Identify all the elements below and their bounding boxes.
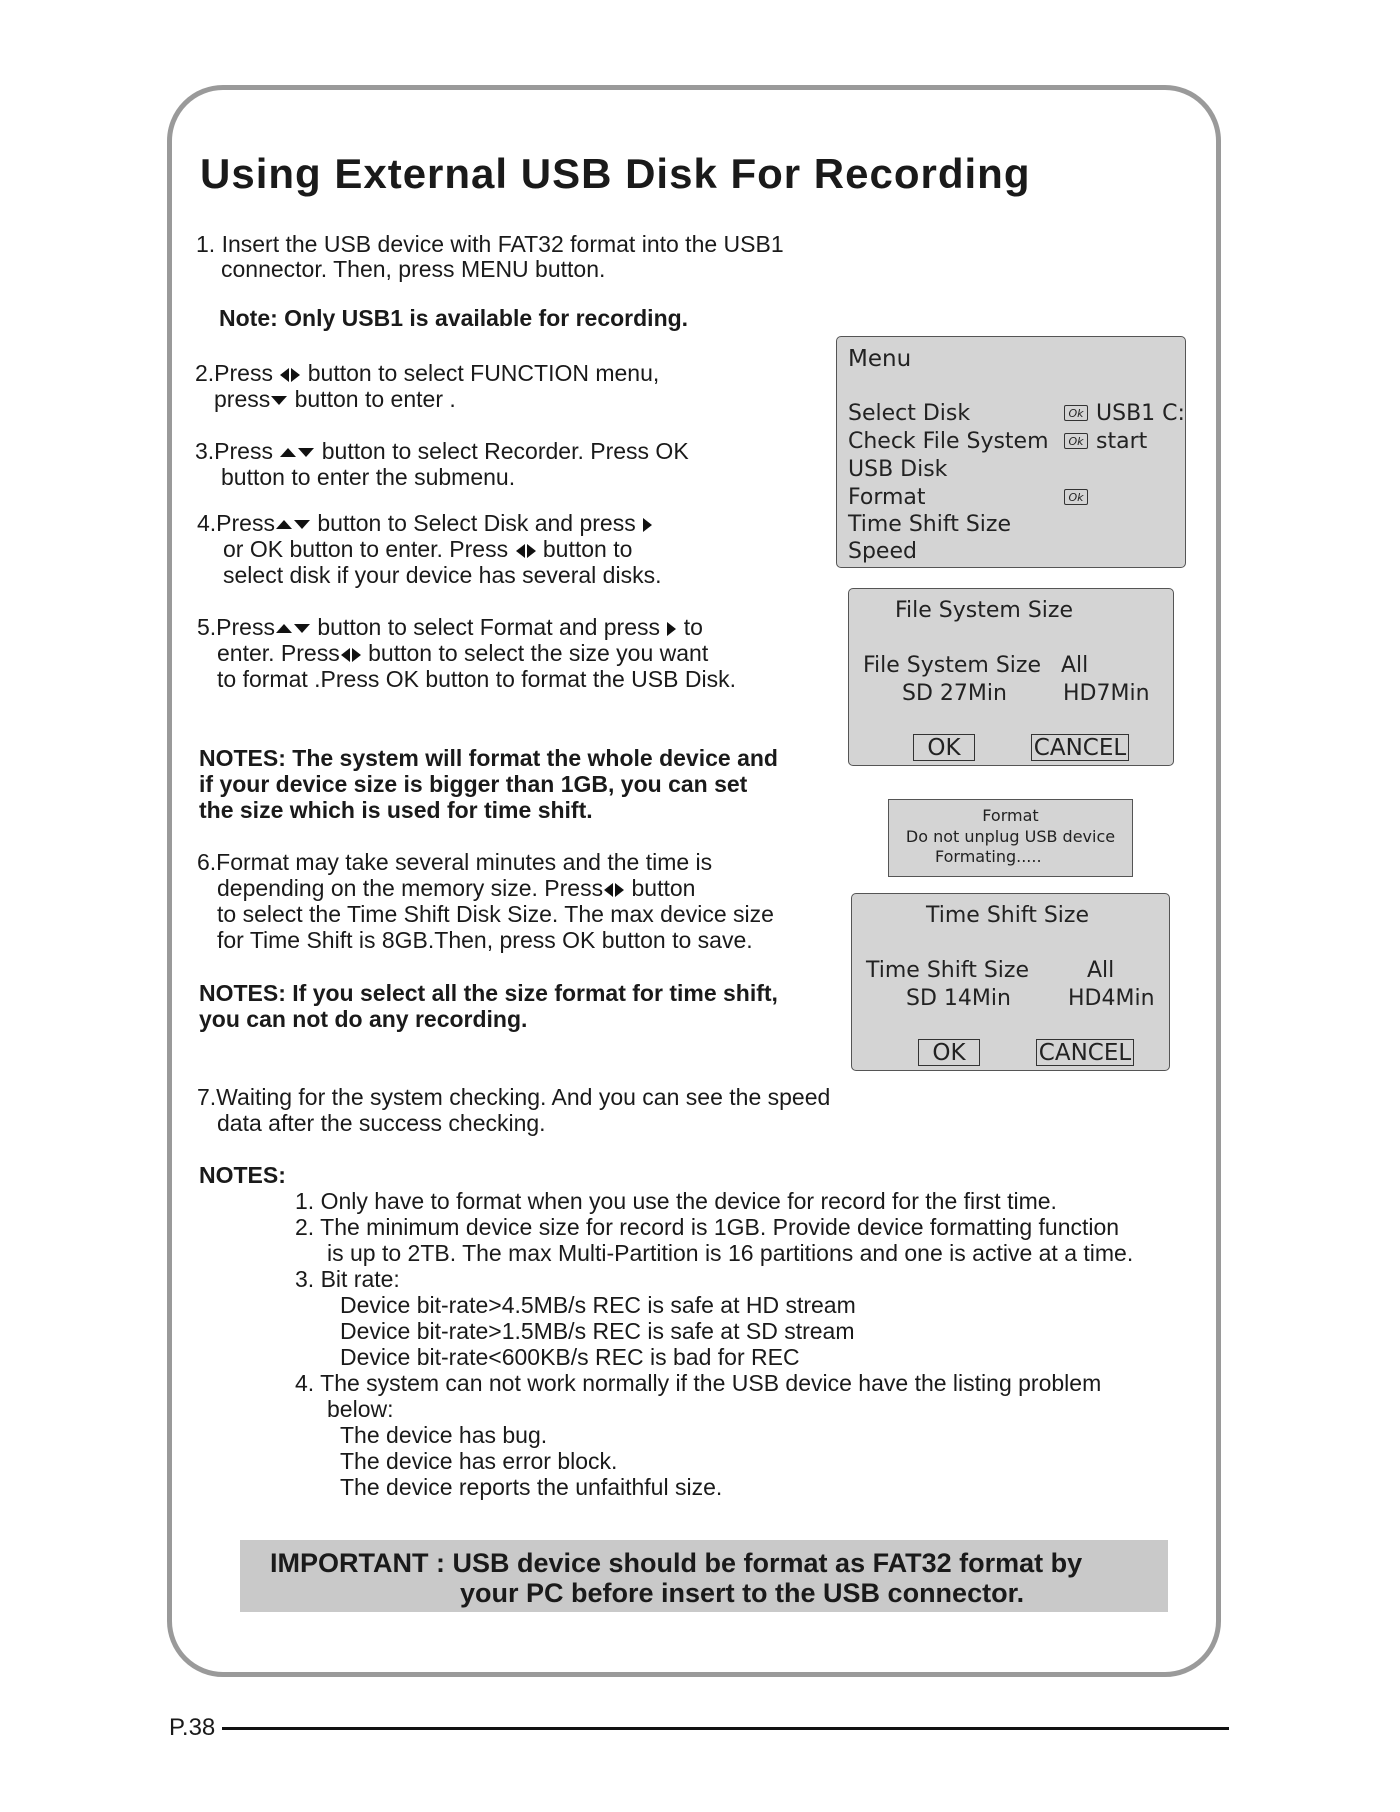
ok-icon: Ok <box>1064 489 1088 505</box>
menu-item-select-disk[interactable]: Select Disk <box>848 401 971 426</box>
fs-label: File System Size <box>863 653 1041 678</box>
step2-line2 <box>214 386 456 412</box>
step2-line1 <box>195 360 659 386</box>
menu-item-usb-disk[interactable]: USB Disk <box>848 457 948 482</box>
step2-text-c: press <box>214 386 271 412</box>
right-arrow-icon <box>615 883 624 897</box>
format-popup-warning: Do not unplug USB device <box>905 827 1116 846</box>
ts-label: Time Shift Size <box>866 958 1029 983</box>
step5-line3: to format .Press OK button to format the USB Disk. <box>217 666 736 692</box>
step4-text-b: button to Select Disk and press <box>317 510 636 536</box>
up-arrow-icon <box>276 624 292 633</box>
menu-item-check-file-system[interactable]: Check File System <box>848 429 1049 454</box>
notes3-line: 2. The minimum device size for record is 1GB. Provide device formatting function <box>295 1214 1120 1240</box>
left-arrow-icon <box>604 883 613 897</box>
step5-text-e: button to select the size you want <box>368 640 709 666</box>
right-arrow-icon <box>291 368 300 382</box>
notes3-line: 4. The system can not work normally if the USB device have the listing problem <box>295 1370 1102 1396</box>
ok-icon: Ok <box>1064 405 1088 421</box>
step4-text-a: 4.Press <box>197 510 275 536</box>
down-arrow-icon <box>294 624 310 633</box>
menu-value-disk: USB1 C: <box>1096 401 1185 426</box>
step2-text-a: 2.Press <box>195 360 273 386</box>
menu-item-time-shift-size[interactable]: Time Shift Size <box>848 512 1011 537</box>
step2-text-d: button to enter . <box>294 386 456 412</box>
menu-title: Menu <box>848 346 912 372</box>
menu-item-speed[interactable]: Speed <box>848 539 917 564</box>
step6-text-c: button <box>631 875 696 901</box>
notes3-line: Device bit-rate>4.5MB/s REC is safe at HD stream <box>340 1292 856 1318</box>
notes3-line: is up to 2TB. The max Multi-Partition is 16 partitions and one is active at a time. <box>327 1240 1134 1266</box>
notes3-line: below: <box>327 1396 394 1422</box>
up-arrow-icon <box>276 520 292 529</box>
notes3-line: 1. Only have to format when you use the device for record for the first time. <box>295 1188 1057 1214</box>
step3-text-a: 3.Press <box>195 438 273 464</box>
notes3-line: The device reports the unfaithful size. <box>340 1474 723 1500</box>
ts-hd: HD4Min <box>1068 986 1155 1011</box>
menu-screen <box>836 336 1186 568</box>
step5-text-d: enter. Press <box>217 640 340 666</box>
step4-text-c: or OK button to enter. Press <box>223 536 509 562</box>
step6-line1: 6.Format may take several minutes and the time is <box>197 849 713 875</box>
right-arrow-icon <box>643 518 652 532</box>
notes1-line2: if your device size is bigger than 1GB, you can set <box>199 771 748 797</box>
step3-line1 <box>195 438 689 464</box>
step2-text-b: button to select FUNCTION menu, <box>307 360 660 386</box>
down-arrow-icon <box>271 396 287 405</box>
notes3-line: 3. Bit rate: <box>295 1266 400 1292</box>
notes2-line1: NOTES: If you select all the size format for time shift, <box>199 980 778 1006</box>
format-popup-status: Formating..... <box>935 847 1042 866</box>
cancel-button[interactable]: CANCEL <box>1036 1039 1134 1066</box>
step7-line2: data after the success checking. <box>217 1110 546 1136</box>
step4-text-d: button to <box>542 536 633 562</box>
step4-line3: select disk if your device has several disks. <box>223 562 662 588</box>
step3-line2: button to enter the submenu. <box>221 464 516 490</box>
notes3-line: Device bit-rate<600KB/s REC is bad for REC <box>340 1344 800 1370</box>
step5-text-c: to <box>683 614 703 640</box>
file-system-size-screen <box>848 588 1174 766</box>
page-number: P.38 <box>169 1714 216 1741</box>
ts-all: All <box>1087 958 1115 983</box>
step6-line3: to select the Time Shift Disk Size. The max device size <box>217 901 774 927</box>
step6-text-b: depending on the memory size. Press <box>217 875 604 901</box>
notes3-heading: NOTES: <box>199 1162 286 1188</box>
notes1-line3: the size which is used for time shift. <box>199 797 593 823</box>
step5-line2 <box>217 640 708 666</box>
ok-button[interactable]: OK <box>913 734 975 761</box>
step6-line2 <box>217 875 695 901</box>
left-arrow-icon <box>341 648 350 662</box>
right-arrow-icon <box>527 544 536 558</box>
format-popup <box>888 799 1133 877</box>
down-arrow-icon <box>294 520 310 529</box>
step6-line4: for Time Shift is 8GB.Then, press OK button to save. <box>217 927 753 953</box>
right-arrow-icon <box>352 648 361 662</box>
notes3-line: The device has error block. <box>340 1448 618 1474</box>
up-arrow-icon <box>280 448 296 457</box>
time-shift-size-screen <box>851 893 1170 1071</box>
step5-text-b: button to select Format and press <box>317 614 660 640</box>
right-arrow-icon <box>667 622 676 636</box>
left-arrow-icon <box>516 544 525 558</box>
notes3-line: Device bit-rate>1.5MB/s REC is safe at SD stream <box>340 1318 855 1344</box>
notes1-line1: NOTES: The system will format the whole device and <box>199 745 778 771</box>
step4-line2 <box>223 536 632 562</box>
page-title: Using External USB Disk For Recording <box>200 150 1031 197</box>
step1-line2: connector. Then, press MENU button. <box>221 256 606 282</box>
ts-title: Time Shift Size <box>926 903 1089 928</box>
fs-title: File System Size <box>895 598 1073 623</box>
left-arrow-icon <box>280 368 289 382</box>
step1-note: Note: Only USB1 is available for recording. <box>219 305 689 331</box>
fs-hd: HD7Min <box>1063 681 1150 706</box>
ts-sd: SD 14Min <box>906 986 1011 1011</box>
notes2-line2: you can not do any recording. <box>199 1006 528 1032</box>
step4-line1 <box>197 510 653 536</box>
step3-text-b: button to select Recorder. Press OK <box>321 438 689 464</box>
fs-sd: SD 27Min <box>902 681 1007 706</box>
menu-item-format[interactable]: Format <box>848 485 926 510</box>
important-line1: IMPORTANT : USB device should be format as FAT32 format by <box>270 1548 1083 1578</box>
step7-line1: 7.Waiting for the system checking. And you can see the speed <box>197 1084 831 1110</box>
menu-value-check: start <box>1096 429 1148 454</box>
ok-icon: Ok <box>1064 433 1088 449</box>
important-line2: your PC before insert to the USB connector. <box>460 1578 1025 1608</box>
ok-button[interactable]: OK <box>918 1039 980 1066</box>
cancel-button[interactable]: CANCEL <box>1031 734 1129 761</box>
notes3-line: The device has bug. <box>340 1422 548 1448</box>
footer-rule <box>222 1727 1229 1730</box>
format-popup-title: Format <box>982 806 1039 825</box>
important-banner <box>240 1540 1168 1612</box>
step1-line1: 1. Insert the USB device with FAT32 format into the USB1 <box>196 231 784 257</box>
fs-all: All <box>1061 653 1089 678</box>
down-arrow-icon <box>298 448 314 457</box>
step5-text-a: 5.Press <box>197 614 275 640</box>
step5-line1 <box>197 614 703 640</box>
